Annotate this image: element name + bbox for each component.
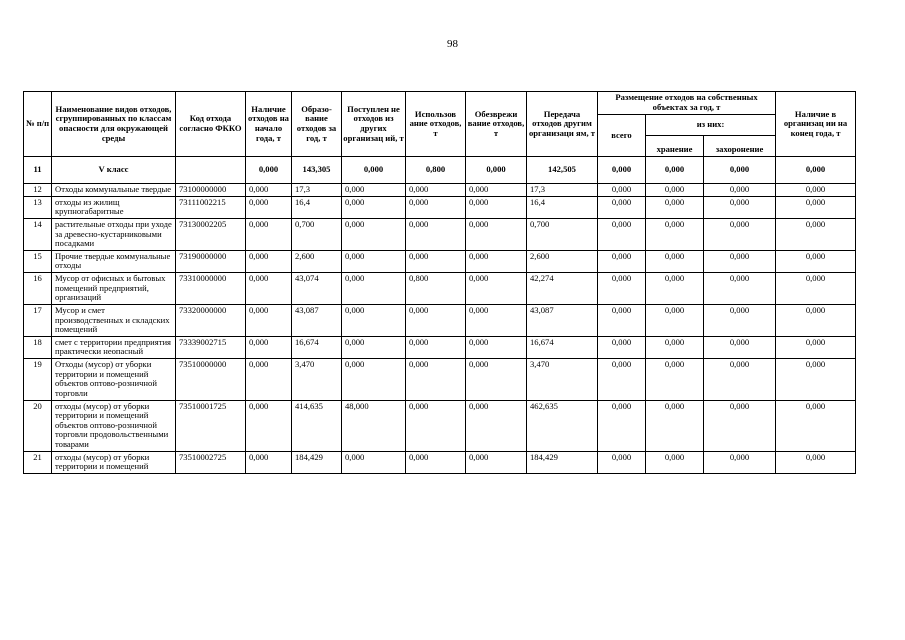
- table-row: [24, 196, 856, 218]
- cell-transferred: 42,274: [527, 273, 598, 305]
- cell-end: 0,000: [776, 400, 856, 451]
- cell-start: 0,000: [246, 184, 292, 197]
- header-generated: Образо-вание отходов за год, т: [292, 92, 342, 157]
- class-row: [24, 157, 856, 184]
- header-received: Поступлен не отходов из других организац ий, т: [342, 92, 406, 157]
- cell-burial: 0,000: [704, 451, 776, 473]
- cell-num: 11: [24, 157, 52, 184]
- cell-transferred: 16,4: [527, 196, 598, 218]
- cell-name: V класс: [52, 157, 176, 184]
- cell-transferred: 16,674: [527, 336, 598, 358]
- cell-generated: 16,674: [292, 336, 342, 358]
- cell-end: 0,000: [776, 451, 856, 473]
- header-used: Использов ание отходов, т: [406, 92, 466, 157]
- cell-neutralized: 0,000: [466, 359, 527, 401]
- cell-end: 0,000: [776, 157, 856, 184]
- cell-neutralized: 0,000: [466, 400, 527, 451]
- cell-start: 0,000: [246, 157, 292, 184]
- table-row: [24, 451, 856, 473]
- cell-code: 73111002215: [176, 196, 246, 218]
- cell-total: 0,000: [598, 359, 646, 401]
- cell-name: отходы из жилищ крупногабаритные: [52, 196, 176, 218]
- cell-neutralized: 0,000: [466, 184, 527, 197]
- cell-name: Прочие твердые коммунальные отходы: [52, 250, 176, 272]
- cell-generated: 43,074: [292, 273, 342, 305]
- table-row: [24, 336, 856, 358]
- header-transferred: Передача отходов другим организаци ям, т: [527, 92, 598, 157]
- cell-received: 0,000: [342, 273, 406, 305]
- cell-transferred: 142,505: [527, 157, 598, 184]
- cell-start: 0,000: [246, 196, 292, 218]
- cell-transferred: 17,3: [527, 184, 598, 197]
- cell-received: 0,000: [342, 184, 406, 197]
- cell-burial: 0,000: [704, 157, 776, 184]
- cell-num: 16: [24, 273, 52, 305]
- cell-storage: 0,000: [646, 304, 704, 336]
- cell-burial: 0,000: [704, 218, 776, 250]
- cell-used: 0,000: [406, 336, 466, 358]
- cell-received: 0,000: [342, 218, 406, 250]
- cell-storage: 0,000: [646, 218, 704, 250]
- cell-total: 0,000: [598, 218, 646, 250]
- cell-received: 0,000: [342, 336, 406, 358]
- cell-received: 0,000: [342, 359, 406, 401]
- cell-start: 0,000: [246, 336, 292, 358]
- cell-neutralized: 0,000: [466, 250, 527, 272]
- table-row: [24, 304, 856, 336]
- cell-start: 0,000: [246, 250, 292, 272]
- header-end: Наличие в организац ии на конец года, т: [776, 92, 856, 157]
- cell-burial: 0,000: [704, 196, 776, 218]
- cell-transferred: 184,429: [527, 451, 598, 473]
- cell-end: 0,000: [776, 184, 856, 197]
- cell-name: Мусор и смет производственных и складских помещений: [52, 304, 176, 336]
- cell-code: 73510000000: [176, 359, 246, 401]
- cell-total: 0,000: [598, 451, 646, 473]
- cell-received: 0,000: [342, 196, 406, 218]
- cell-used: 0,000: [406, 304, 466, 336]
- cell-used: 0,000: [406, 359, 466, 401]
- cell-burial: 0,000: [704, 184, 776, 197]
- cell-burial: 0,000: [704, 273, 776, 305]
- cell-start: 0,000: [246, 400, 292, 451]
- header-total: всего: [598, 115, 646, 157]
- cell-end: 0,000: [776, 336, 856, 358]
- cell-total: 0,000: [598, 184, 646, 197]
- cell-num: 19: [24, 359, 52, 401]
- cell-transferred: 3,470: [527, 359, 598, 401]
- cell-storage: 0,000: [646, 184, 704, 197]
- cell-generated: 3,470: [292, 359, 342, 401]
- header-placement: Размещение отходов на собственных объектах за год, т: [598, 92, 776, 115]
- cell-burial: 0,000: [704, 359, 776, 401]
- cell-code: [176, 157, 246, 184]
- cell-num: 18: [24, 336, 52, 358]
- cell-name: Отходы (мусор) от уборки территории и помещений объектов оптово-розничной торговли: [52, 359, 176, 401]
- header-of-them: из них:: [646, 115, 776, 136]
- cell-burial: 0,000: [704, 336, 776, 358]
- cell-received: 0,000: [342, 250, 406, 272]
- cell-storage: 0,000: [646, 400, 704, 451]
- table-row: [24, 218, 856, 250]
- cell-code: 73190000000: [176, 250, 246, 272]
- cell-generated: 143,305: [292, 157, 342, 184]
- header-num: № п/п: [24, 92, 52, 157]
- cell-num: 13: [24, 196, 52, 218]
- cell-code: 73510002725: [176, 451, 246, 473]
- cell-generated: 2,600: [292, 250, 342, 272]
- cell-start: 0,000: [246, 359, 292, 401]
- cell-name: Мусор от офисных и бытовых помещений предприятий, организаций: [52, 273, 176, 305]
- header-neutralized: Обезврежи вание отходов, т: [466, 92, 527, 157]
- cell-storage: 0,000: [646, 196, 704, 218]
- cell-transferred: 43,087: [527, 304, 598, 336]
- cell-received: 48,000: [342, 400, 406, 451]
- cell-end: 0,000: [776, 273, 856, 305]
- cell-neutralized: 0,000: [466, 218, 527, 250]
- header-storage: хранение: [646, 136, 704, 157]
- cell-total: 0,000: [598, 304, 646, 336]
- cell-neutralized: 0,000: [466, 304, 527, 336]
- cell-generated: 16,4: [292, 196, 342, 218]
- cell-name: отходы (мусор) от уборки территории и помещений объектов оптово-розничной торговли продовольственными товарами: [52, 400, 176, 451]
- cell-num: 15: [24, 250, 52, 272]
- cell-num: 17: [24, 304, 52, 336]
- cell-neutralized: 0,000: [466, 451, 527, 473]
- cell-neutralized: 0,000: [466, 196, 527, 218]
- cell-name: растительные отходы при уходе за древесно-кустарниковыми посадками: [52, 218, 176, 250]
- cell-neutralized: 0,000: [466, 336, 527, 358]
- cell-start: 0,000: [246, 218, 292, 250]
- cell-total: 0,000: [598, 336, 646, 358]
- cell-used: 0,000: [406, 196, 466, 218]
- cell-used: 0,800: [406, 273, 466, 305]
- cell-num: 12: [24, 184, 52, 197]
- cell-code: 73100000000: [176, 184, 246, 197]
- cell-code: 73130002205: [176, 218, 246, 250]
- cell-received: 0,000: [342, 304, 406, 336]
- table-row: [24, 250, 856, 272]
- cell-start: 0,000: [246, 451, 292, 473]
- cell-name: отходы (мусор) от уборки территории и помещений: [52, 451, 176, 473]
- cell-generated: 43,087: [292, 304, 342, 336]
- cell-received: 0,000: [342, 451, 406, 473]
- header-burial: захоронение: [704, 136, 776, 157]
- cell-generated: 17,3: [292, 184, 342, 197]
- cell-storage: 0,000: [646, 359, 704, 401]
- cell-used: 0,000: [406, 250, 466, 272]
- cell-burial: 0,000: [704, 304, 776, 336]
- cell-burial: 0,000: [704, 250, 776, 272]
- page-number: 98: [447, 38, 458, 50]
- cell-transferred: 2,600: [527, 250, 598, 272]
- cell-num: 14: [24, 218, 52, 250]
- table-row: [24, 273, 856, 305]
- cell-total: 0,000: [598, 400, 646, 451]
- cell-transferred: 462,635: [527, 400, 598, 451]
- cell-total: 0,000: [598, 273, 646, 305]
- cell-storage: 0,000: [646, 451, 704, 473]
- cell-transferred: 0,700: [527, 218, 598, 250]
- cell-neutralized: 0,000: [466, 273, 527, 305]
- table-row: [24, 400, 856, 451]
- cell-generated: 184,429: [292, 451, 342, 473]
- cell-end: 0,000: [776, 359, 856, 401]
- header-start: Наличие отходов на начало года, т: [246, 92, 292, 157]
- table-row: [24, 184, 856, 197]
- cell-end: 0,000: [776, 250, 856, 272]
- header-name: Наименование видов отходов, сгруппированных по классам опасности для окружающей среды: [52, 92, 176, 157]
- cell-total: 0,000: [598, 250, 646, 272]
- cell-used: 0,000: [406, 451, 466, 473]
- cell-used: 0,000: [406, 218, 466, 250]
- cell-generated: 0,700: [292, 218, 342, 250]
- cell-total: 0,000: [598, 196, 646, 218]
- table-row: [24, 359, 856, 401]
- cell-code: 73310000000: [176, 273, 246, 305]
- cell-used: 0,800: [406, 157, 466, 184]
- cell-received: 0,000: [342, 157, 406, 184]
- cell-name: смет с территории предприятия практически неопасный: [52, 336, 176, 358]
- waste-table: [23, 91, 856, 474]
- cell-used: 0,000: [406, 184, 466, 197]
- cell-total: 0,000: [598, 157, 646, 184]
- cell-end: 0,000: [776, 196, 856, 218]
- cell-code: 73320000000: [176, 304, 246, 336]
- cell-storage: 0,000: [646, 273, 704, 305]
- cell-end: 0,000: [776, 218, 856, 250]
- cell-burial: 0,000: [704, 400, 776, 451]
- cell-code: 73339002715: [176, 336, 246, 358]
- cell-start: 0,000: [246, 273, 292, 305]
- header-code: Код отхода согласно ФККО: [176, 92, 246, 157]
- cell-num: 20: [24, 400, 52, 451]
- cell-generated: 414,635: [292, 400, 342, 451]
- cell-storage: 0,000: [646, 157, 704, 184]
- cell-neutralized: 0,000: [466, 157, 527, 184]
- cell-num: 21: [24, 451, 52, 473]
- cell-storage: 0,000: [646, 336, 704, 358]
- cell-code: 73510001725: [176, 400, 246, 451]
- cell-storage: 0,000: [646, 250, 704, 272]
- cell-used: 0,000: [406, 400, 466, 451]
- cell-end: 0,000: [776, 304, 856, 336]
- cell-start: 0,000: [246, 304, 292, 336]
- cell-name: Отходы коммунальные твердые: [52, 184, 176, 197]
